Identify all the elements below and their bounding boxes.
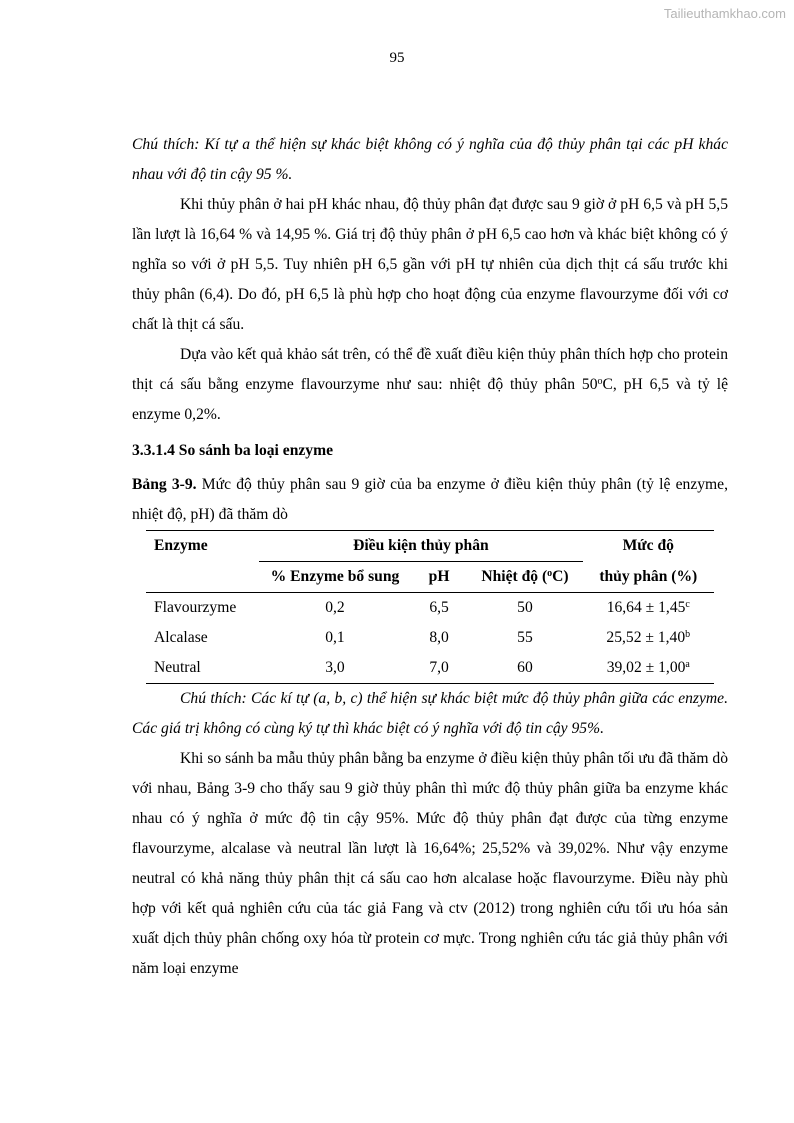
table-row xyxy=(146,593,714,624)
cell-result: 39,02 ± 1,00$^a$ xyxy=(583,653,714,684)
note-ph: Chú thích: Kí tự a thể hiện sự khác biệt không có ý nghĩa của độ thủy phân tại các pH khác nhau với độ tin cậy 95 %. xyxy=(132,136,728,183)
cell-ph: 6,5 xyxy=(429,599,449,616)
col-header-enzyme: Enzyme xyxy=(146,531,259,562)
proposal-text-end: C, pH 6,5 và tỷ lệ enzyme 0,2%. xyxy=(132,376,728,423)
cell-pct: 3,0 xyxy=(259,653,411,684)
section-heading: 3.3.1.4 So sánh ba loại enzyme xyxy=(132,442,334,459)
cell-pct: 0,2 xyxy=(325,599,345,616)
cell-enzyme: Flavourzyme xyxy=(154,599,237,616)
degree-sup: o xyxy=(597,376,603,387)
enzyme-table xyxy=(146,530,714,684)
page-number: 95 xyxy=(389,50,405,66)
document-body xyxy=(132,130,728,984)
cell-temp: 50 xyxy=(517,599,533,616)
col-header-ph: pH xyxy=(411,562,468,593)
paragraph-proposal xyxy=(132,340,728,430)
cell-ph: 7,0 xyxy=(411,653,468,684)
cell-enzyme: Alcalase xyxy=(154,629,208,646)
cell-result: 16,64 ± 1,45$^c$ xyxy=(606,599,690,616)
paragraph-comparison: Khi so sánh ba mẫu thủy phân bằng ba enzyme ở điều kiện thủy phân tối ưu đã thăm dò với nhau, Bảng 3-9 cho thấy sau 9 giờ thủy phân thì mức độ thủy phân giữa ba enzyme khác nhau có ý nghĩa ở mức độ tin cậy 95%. Mức độ thủy phân đạt được của từng enzyme flavourzyme, alcalase và neutral lần lượt là 16,64%; 25,52% và 39,02%. Như vậy enzyme neutral có khả năng thủy phân thịt cá sấu cao hơn alcalase hoặc flavourzyme. Điều này phù hợp với kết quả nghiên cứu của tác giả Fang và ctv (2012) trong nghiên cứu tối ưu hóa sản xuất dịch thủy phân chống oxy hóa từ protein cơ mực. Trong nghiên cứu tác giả thủy phân với năm loại enzyme xyxy=(132,750,728,977)
proposal-text-start: Dựa vào kết quả khảo sát trên, có thể đề xuất điều kiện thủy phân thích hợp cho protein thịt cá sấu bằng enzyme flavourzyme như sau: nhiệt độ thủy phân 50 xyxy=(132,346,728,393)
cell-result: 25,52 ± 1,40$^b$ xyxy=(606,629,691,646)
col-header-conditions: Điều kiện thủy phân xyxy=(259,531,582,562)
cell-enzyme: Neutral xyxy=(146,653,259,684)
col-header-result-line1: Mức độ xyxy=(583,531,714,562)
cell-temp: 55 xyxy=(517,629,533,646)
cell-pct: 0,1 xyxy=(325,629,345,646)
cell-ph: 8,0 xyxy=(429,629,449,646)
col-header-temp: Nhiệt độ ($^o$C) xyxy=(467,562,582,593)
table-caption-label: Bảng 3-9. xyxy=(132,476,197,493)
table-row xyxy=(146,653,714,684)
col-header-pct: % Enzyme bổ sung xyxy=(259,562,411,593)
cell-temp: 60 xyxy=(467,653,582,684)
table-caption xyxy=(132,470,728,530)
note-table: Chú thích: Các kí tự (a, b, c) thể hiện sự khác biệt mức độ thủy phân giữa các enzyme. Các giá trị không có cùng ký tự thì khác biệt có ý nghĩa với độ tin cậy 95%. xyxy=(132,690,728,737)
table-row xyxy=(146,623,714,653)
paragraph-ph-result: Khi thủy phân ở hai pH khác nhau, độ thủy phân đạt được sau 9 giờ ở pH 6,5 và pH 5,5 lần lượt là 16,64 % và 14,95 %. Giá trị độ thủy phân ở pH 6,5 cao hơn và khác biệt không có ý nghĩa so với ở pH 5,5. Tuy nhiên pH 6,5 gần với pH tự nhiên của dịch thịt cá sấu trước khi thủy phân (6,4). Do đó, pH 6,5 là phù hợp cho hoạt động của enzyme flavourzyme đối với cơ chất là thịt cá sấu. xyxy=(132,196,728,333)
col-header-result-line2: thủy phân (%) xyxy=(583,562,714,593)
table-caption-text: Mức độ thủy phân sau 9 giờ của ba enzyme ở điều kiện thủy phân (tỷ lệ enzyme, nhiệt độ, pH) đã thăm dò xyxy=(132,476,728,523)
watermark: Tailieuthamkhao.com xyxy=(663,6,786,21)
